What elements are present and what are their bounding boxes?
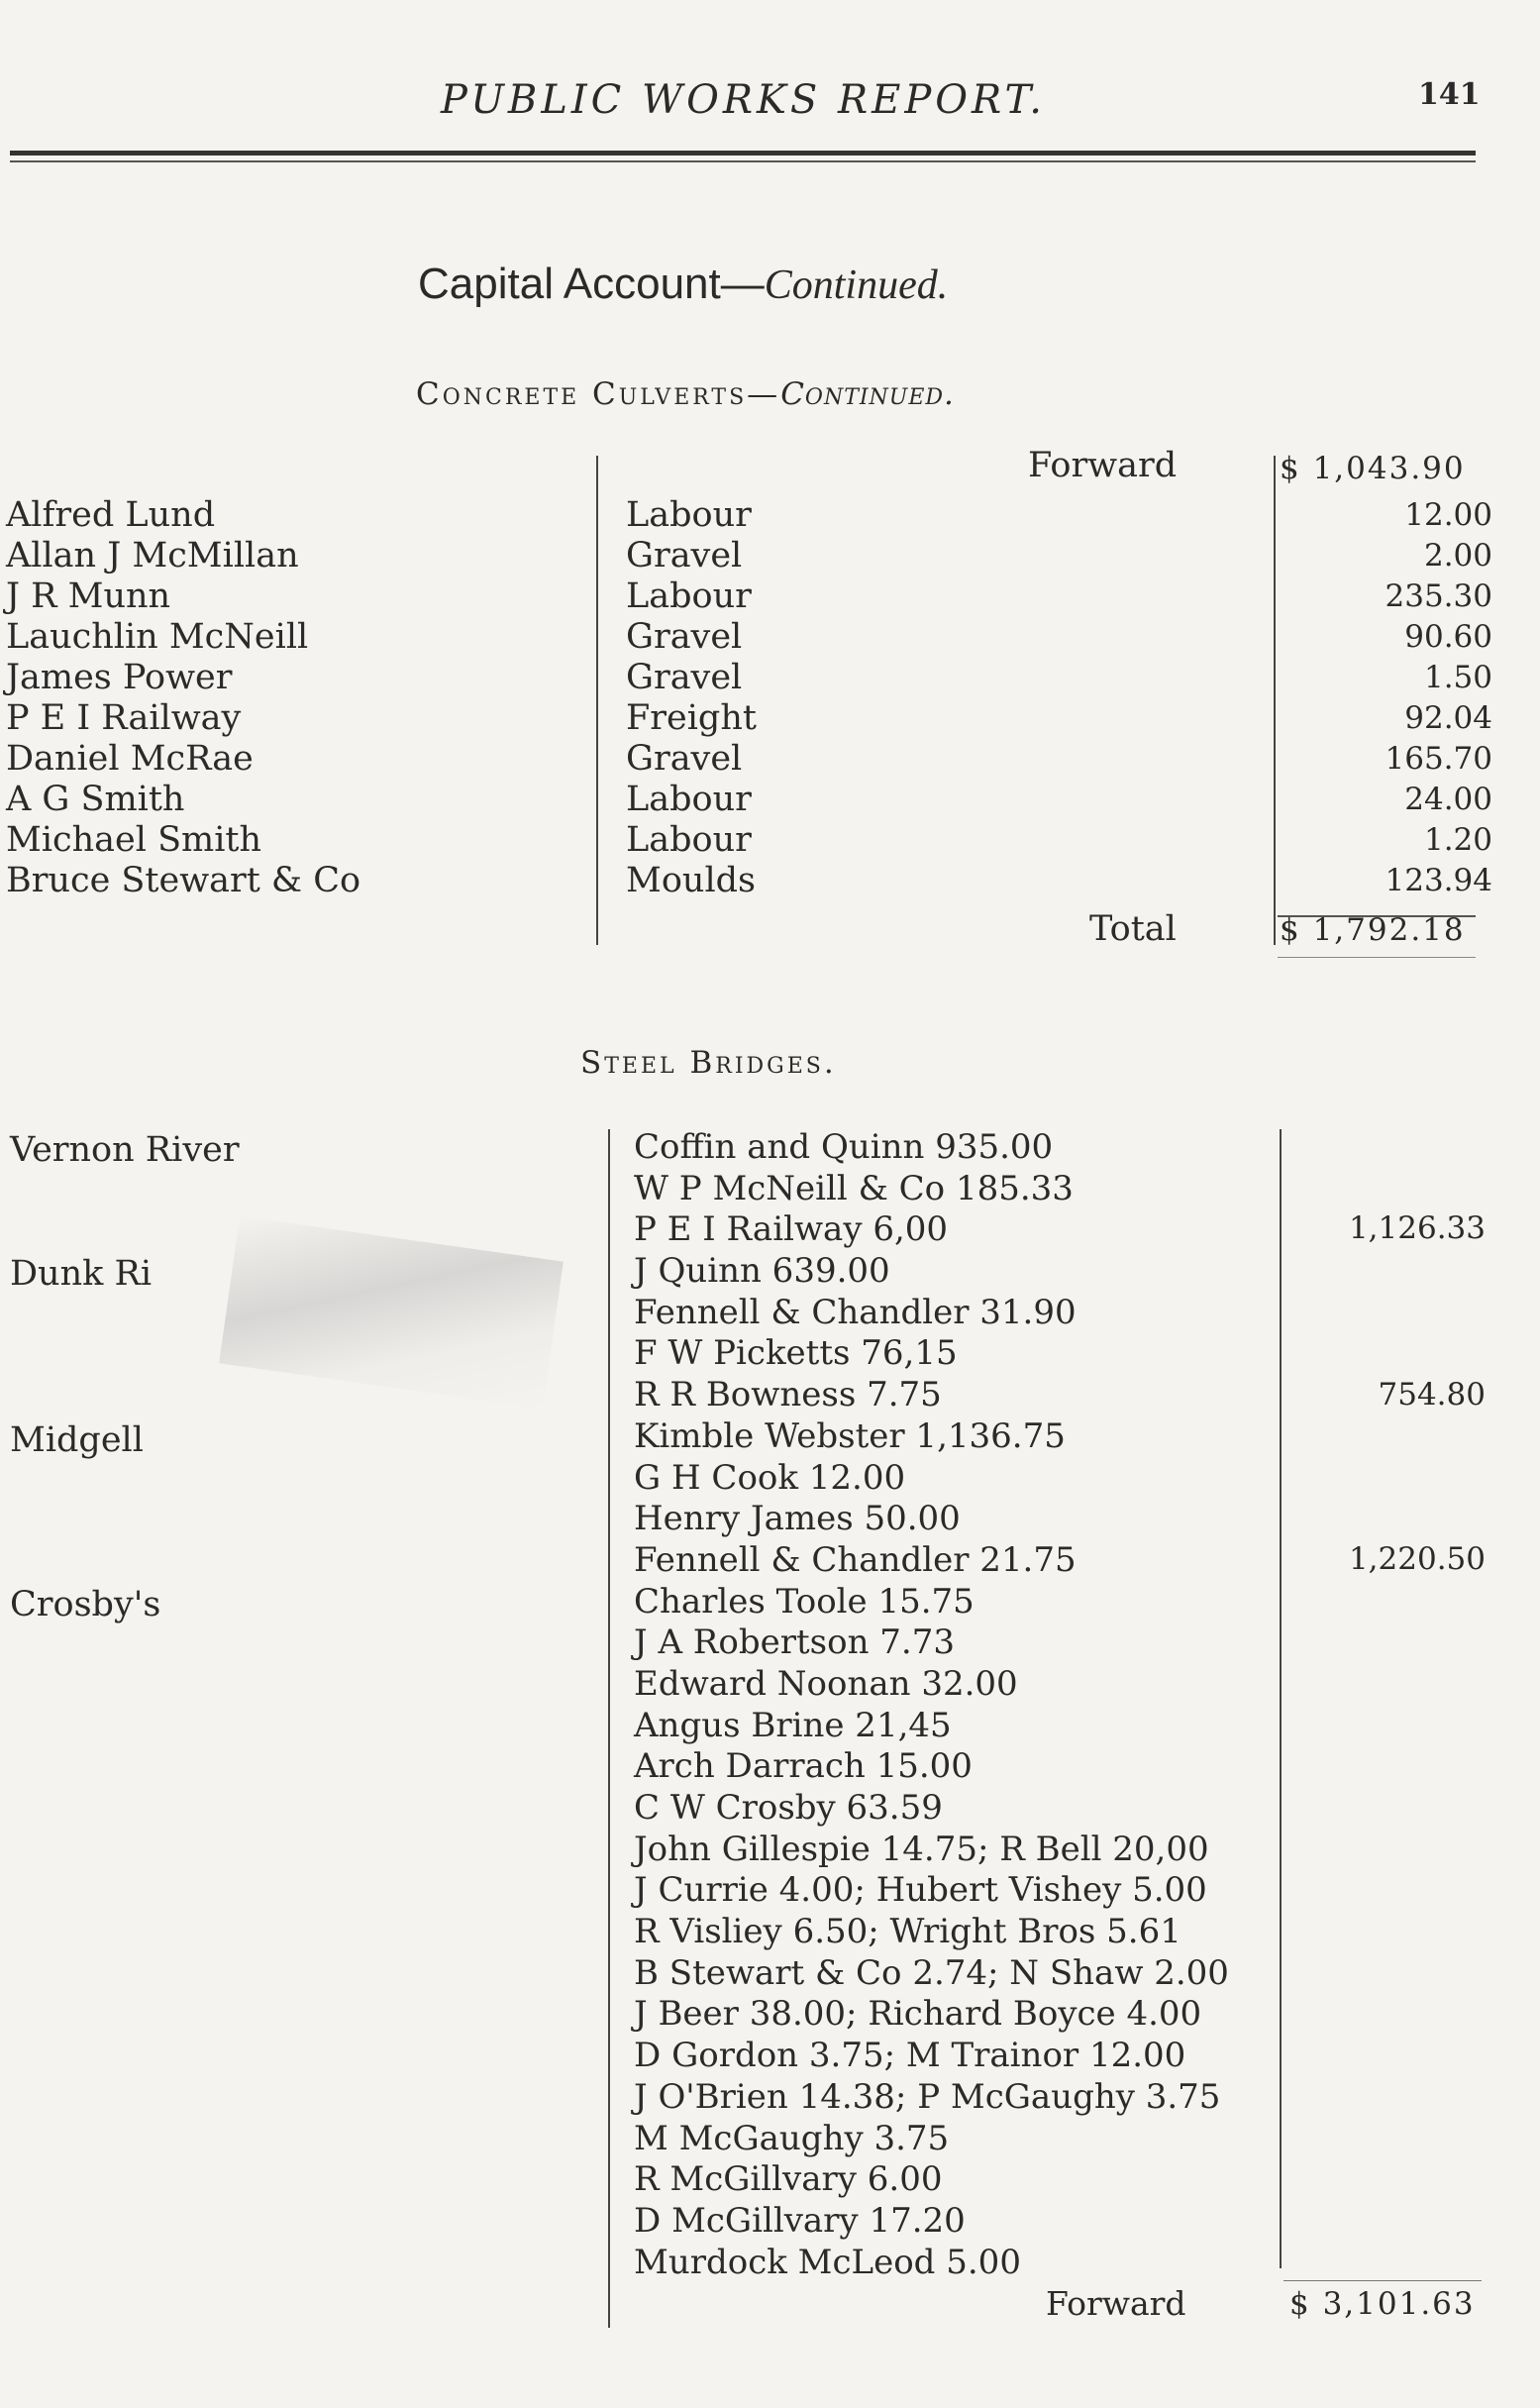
bridge-entry: C W Crosby 63.59 — [634, 1788, 943, 1828]
culverts-names — [6, 495, 360, 901]
culverts-forward-amount: $ 1,043.90 — [1280, 451, 1466, 486]
culvert-payee: Bruce Stewart & Co — [6, 861, 361, 900]
header-rule-thin — [10, 160, 1476, 162]
forward-rule — [1283, 2280, 1482, 2281]
running-title: PUBLIC WORKS REPORT. — [441, 77, 1046, 123]
culverts-total-amount: $ 1,792.18 — [1280, 912, 1466, 948]
culvert-amount: 92.04 — [1404, 700, 1492, 736]
page-number: 141 — [1418, 77, 1481, 112]
bridges-divider-right — [1280, 1129, 1282, 2268]
bridge-entry: Fennell & Chandler 31.90 — [634, 1292, 1077, 1332]
culverts-divider-right — [1274, 456, 1276, 945]
bridge-entry: John Gillespie 14.75; R Bell 20,00 — [634, 1829, 1209, 1869]
bridge-entry: J O'Brien 14.38; P McGaughy 3.75 — [634, 2076, 1221, 2117]
paper-crease — [219, 1216, 564, 1409]
bridge-entry: B Stewart & Co 2.74; N Shaw 2.00 — [634, 1952, 1229, 1993]
culverts-heading-text: Concrete Culverts— — [416, 376, 781, 412]
culvert-payee: A G Smith — [6, 780, 185, 819]
culvert-amount: 1.50 — [1423, 660, 1492, 695]
culvert-payee: Allan J McMillan — [6, 536, 299, 576]
culvert-item: Gravel — [626, 617, 743, 657]
bridge-entry: Henry James 50.00 — [634, 1499, 961, 1539]
bridge-entry: J A Robertson 7.73 — [634, 1623, 955, 1663]
culvert-amount: 90.60 — [1404, 619, 1492, 655]
total-rule-under — [1278, 957, 1476, 958]
culvert-amount: 165.70 — [1385, 741, 1492, 777]
bridge-entry: Coffin and Quinn 935.00 — [634, 1127, 1054, 1167]
page-title — [418, 260, 948, 309]
culverts-amounts — [1386, 495, 1492, 901]
bridge-entry: Kimble Webster 1,136.75 — [634, 1415, 1066, 1456]
culvert-amount: 12.00 — [1404, 497, 1492, 533]
bridge-entry: R McGillvary 6.00 — [634, 2159, 943, 2200]
bridge-location: Vernon River — [10, 1130, 240, 1170]
culvert-item: Gravel — [626, 658, 743, 697]
bridge-subtotal: 1,220.50 — [1348, 1541, 1486, 1577]
culverts-total-label: Total — [1089, 909, 1177, 949]
bridge-entry: R R Bowness 7.75 — [634, 1375, 942, 1415]
bridge-entry: W P McNeill & Co 185.33 — [634, 1168, 1074, 1208]
bridge-location: Midgell — [10, 1420, 144, 1460]
bridge-entry: D Gordon 3.75; M Trainor 12.00 — [634, 2036, 1186, 2076]
bridge-entry: P E I Railway 6,00 — [634, 1209, 949, 1250]
bridge-entry: Murdock McLeod 5.00 — [634, 2242, 1021, 2282]
culverts-forward-label: Forward — [1028, 446, 1178, 485]
culverts-divider-left — [596, 456, 598, 945]
bridge-entry: Fennell & Chandler 21.75 — [634, 1539, 1077, 1580]
culvert-payee: P E I Railway — [6, 698, 242, 738]
culvert-payee: James Power — [6, 658, 233, 697]
culvert-amount: 2.00 — [1423, 538, 1492, 574]
bridge-entry: M McGaughy 3.75 — [634, 2118, 950, 2158]
culvert-payee: Lauchlin McNeill — [6, 617, 309, 657]
culvert-item: Moulds — [626, 861, 757, 900]
bridge-entry: J Currie 4.00; Hubert Vishey 5.00 — [634, 1870, 1207, 1911]
culvert-item: Labour — [626, 780, 752, 819]
bridge-subtotal: 1,126.33 — [1348, 1210, 1486, 1246]
culvert-item: Gravel — [626, 739, 743, 779]
culvert-amount: 123.94 — [1385, 863, 1492, 898]
culvert-payee: Daniel McRae — [6, 739, 254, 779]
bridges-forward-label: Forward — [1046, 2284, 1186, 2323]
bridge-entry: Edward Noonan 32.00 — [634, 1663, 1018, 1704]
culvert-payee: Alfred Lund — [6, 495, 216, 535]
culverts-heading — [416, 376, 955, 412]
page-title-main: Capital Account— — [418, 260, 765, 308]
culvert-item: Labour — [626, 576, 752, 616]
bridge-entry: J Quinn 639.00 — [634, 1251, 890, 1292]
page-title-continued: Continued. — [764, 262, 949, 308]
culvert-amount: 1.20 — [1423, 822, 1492, 858]
culvert-amount: 235.30 — [1385, 578, 1492, 614]
culvert-payee: J R Munn — [6, 576, 171, 616]
culvert-item: Gravel — [626, 536, 743, 576]
bridge-entry: F W Picketts 76,15 — [634, 1333, 958, 1374]
bridge-location: Crosby's — [10, 1585, 161, 1624]
culvert-item: Freight — [626, 698, 757, 738]
bridge-entry: Charles Toole 15.75 — [634, 1581, 975, 1622]
bridge-entry: G H Cook 12.00 — [634, 1457, 906, 1498]
header-rule — [10, 151, 1476, 156]
bridge-location: Dunk Ri — [10, 1254, 153, 1294]
culverts-items — [626, 495, 757, 901]
culverts-heading-continued: Continued. — [780, 376, 955, 412]
culvert-item: Labour — [626, 495, 752, 535]
bridge-entry: J Beer 38.00; Richard Boyce 4.00 — [634, 1994, 1202, 2035]
bridge-entry: Angus Brine 21,45 — [634, 1705, 952, 1745]
bridge-entry: D McGillvary 17.20 — [634, 2200, 966, 2241]
bridge-entry: R Visliey 6.50; Wright Bros 5.61 — [634, 1912, 1181, 1952]
bridge-subtotal: 754.80 — [1378, 1377, 1486, 1413]
bridges-divider-left — [608, 1129, 610, 2328]
culvert-item: Labour — [626, 820, 752, 860]
bridges-heading: Steel Bridges. — [580, 1045, 837, 1081]
bridges-forward-amount: $ 3,101.63 — [1289, 2286, 1476, 2322]
culvert-amount: 24.00 — [1404, 782, 1492, 817]
bridge-entry: Arch Darrach 15.00 — [634, 1746, 973, 1787]
bridge-entries — [634, 1127, 1229, 2283]
culvert-payee: Michael Smith — [6, 820, 262, 860]
